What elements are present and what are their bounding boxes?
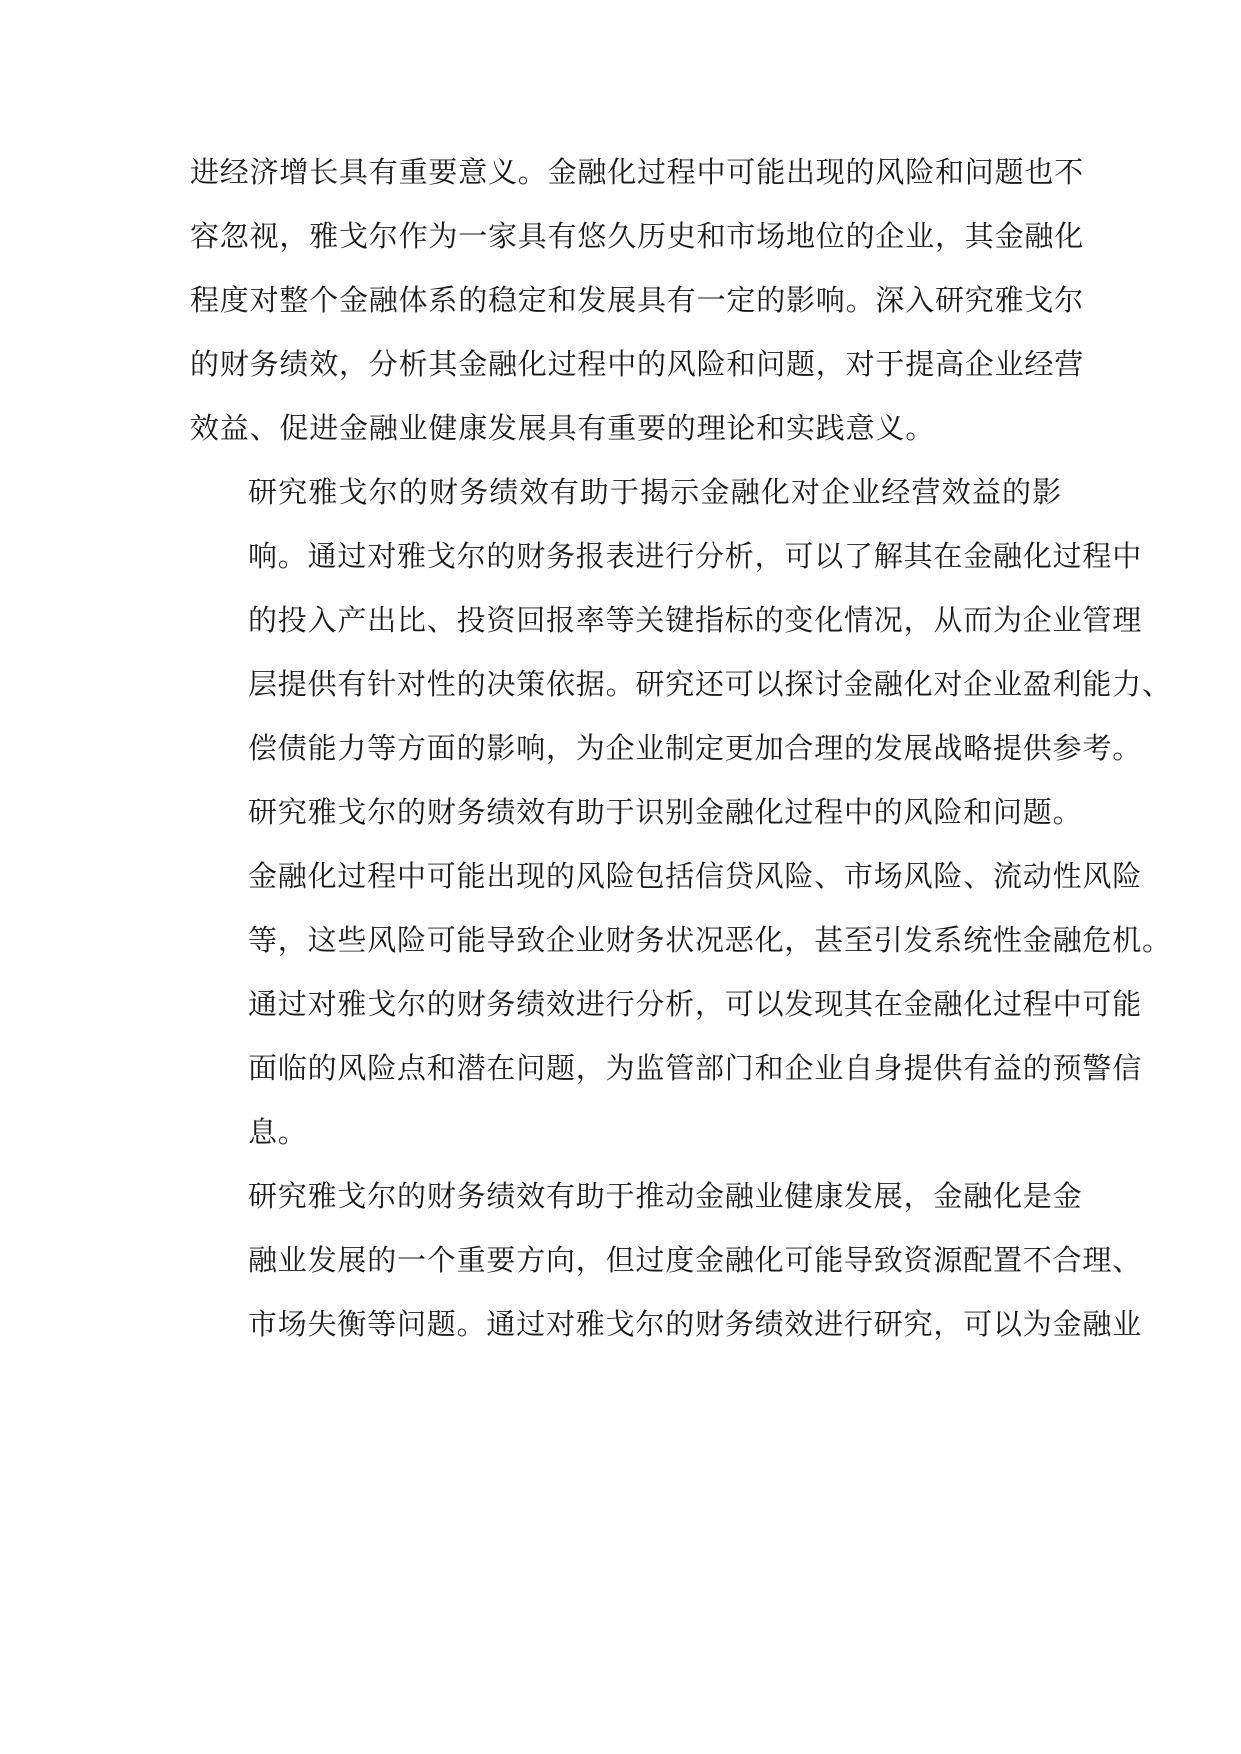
text-line: 研究雅戈尔的财务绩效有助于识别金融化过程中的风险和问题。 bbox=[248, 795, 1083, 829]
text-line: 面临的风险点和潜在问题，为监管部门和企业自身提供有益的预警信 bbox=[248, 1051, 1143, 1085]
text-line: 容忽视，雅戈尔作为一家具有悠久历史和市场地位的企业，其金融化 bbox=[190, 219, 1085, 253]
text-line: 程度对整个金融体系的稳定和发展具有一定的影响。深入研究雅戈尔 bbox=[190, 283, 1085, 317]
text-line: 金融化过程中可能出现的风险包括信贷风险、市场风险、流动性风险 bbox=[248, 859, 1143, 893]
paragraph-3 bbox=[190, 780, 1172, 1164]
paragraph-4 bbox=[190, 1164, 1143, 1356]
paragraph-1 bbox=[190, 140, 1085, 460]
text-line: 的投入产出比、投资回报率等关键指标的变化情况，从而为企业管理 bbox=[248, 603, 1143, 637]
text-line: 的财务绩效，分析其金融化过程中的风险和问题，对于提高企业经营 bbox=[190, 347, 1085, 381]
text-line: 研究雅戈尔的财务绩效有助于揭示金融化对企业经营效益的影 bbox=[248, 475, 1062, 509]
text-line: 等，这些风险可能导致企业财务状况恶化，甚至引发系统性金融危机。 bbox=[248, 923, 1172, 957]
text-line: 通过对雅戈尔的财务绩效进行分析，可以发现其在金融化过程中可能 bbox=[248, 987, 1143, 1021]
text-line: 息。 bbox=[248, 1115, 308, 1149]
text-line: 融业发展的一个重要方向，但过度金融化可能导致资源配置不合理、 bbox=[248, 1243, 1143, 1277]
text-line: 研究雅戈尔的财务绩效有助于推动金融业健康发展，金融化是金 bbox=[248, 1179, 1083, 1213]
paragraph-2 bbox=[190, 460, 1172, 780]
text-line: 响。通过对雅戈尔的财务报表进行分析，可以了解其在金融化过程中 bbox=[248, 539, 1143, 573]
text-line: 层提供有针对性的决策依据。研究还可以探讨金融化对企业盈利能力、 bbox=[248, 667, 1172, 701]
text-line: 偿债能力等方面的影响，为企业制定更加合理的发展战略提供参考。 bbox=[248, 731, 1143, 765]
text-line: 进经济增长具有重要意义。金融化过程中可能出现的风险和问题也不 bbox=[190, 155, 1085, 189]
text-line: 市场失衡等问题。通过对雅戈尔的财务绩效进行研究，可以为金融业 bbox=[248, 1307, 1143, 1341]
document-body bbox=[190, 140, 1172, 1356]
text-line: 效益、促进金融业健康发展具有重要的理论和实践意义。 bbox=[190, 411, 936, 445]
